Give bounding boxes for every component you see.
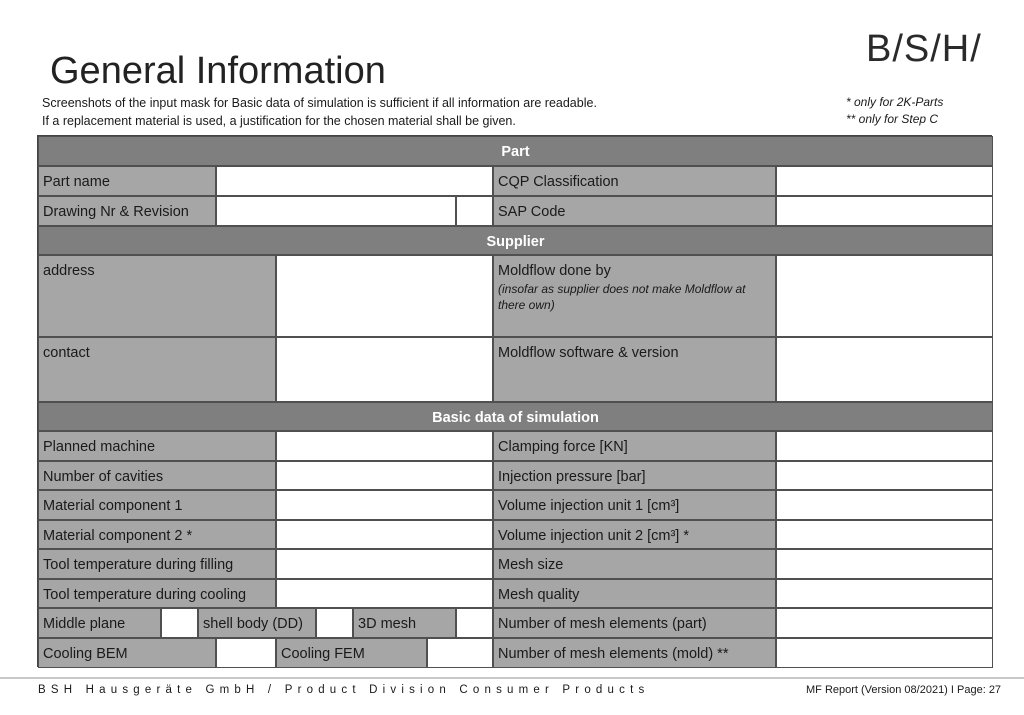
- label-volume-injection-unit-2: Volume injection unit 2 [cm³] *: [493, 520, 776, 549]
- input-part-name[interactable]: [216, 166, 493, 196]
- general-information-table: [37, 135, 992, 667]
- footer-divider: [0, 677, 1024, 679]
- label-3d-mesh: 3D mesh: [353, 608, 456, 638]
- footer-company: BSH Hausgeräte GmbH / Product Division Consumer Products: [38, 684, 650, 696]
- label-tool-temp-filling: Tool temperature during filling: [38, 549, 276, 579]
- checkbox-shell-body[interactable]: [316, 608, 353, 638]
- section-header-supplier: Supplier: [38, 226, 993, 255]
- label-moldflow-software: Moldflow software & version: [493, 337, 776, 402]
- label-clamping-force: Clamping force [KN]: [493, 431, 776, 461]
- input-moldflow-software[interactable]: [776, 337, 993, 402]
- checkbox-middle-plane[interactable]: [161, 608, 198, 638]
- label-planned-machine: Planned machine: [38, 431, 276, 461]
- checkbox-cooling-fem[interactable]: [427, 638, 493, 668]
- label-material-component-1: Material component 1: [38, 490, 276, 520]
- bsh-logo: B/S/H/: [866, 28, 982, 70]
- label-mesh-size: Mesh size: [493, 549, 776, 579]
- label-middle-plane: Middle plane: [38, 608, 161, 638]
- label-volume-injection-unit-1: Volume injection unit 1 [cm³]: [493, 490, 776, 520]
- input-sap-code[interactable]: [776, 196, 993, 226]
- input-planned-machine[interactable]: [276, 431, 493, 461]
- input-number-of-cavities[interactable]: [276, 461, 493, 490]
- input-address[interactable]: [276, 255, 493, 337]
- section-header-simulation: Basic data of simulation: [38, 402, 993, 431]
- moldflow-done-by-text: Moldflow done by: [498, 263, 611, 279]
- note-2k-parts: * only for 2K-Parts: [846, 95, 944, 109]
- input-drawing-nr[interactable]: [216, 196, 456, 226]
- moldflow-done-by-note: (insofar as supplier does not make Moldflow at there own): [498, 282, 746, 312]
- input-contact[interactable]: [276, 337, 493, 402]
- label-drawing-revision: Drawing Nr & Revision: [38, 196, 216, 226]
- input-material-component-1[interactable]: [276, 490, 493, 520]
- label-mesh-quality: Mesh quality: [493, 579, 776, 608]
- subtitle-line-2: If a replacement material is used, a justification for the chosen material shall be given.: [42, 114, 516, 128]
- checkbox-cooling-bem[interactable]: [216, 638, 276, 668]
- label-mesh-elements-mold: Number of mesh elements (mold) **: [493, 638, 776, 668]
- footer-page-info: MF Report (Version 08/2021) I Page: 27: [806, 684, 1002, 696]
- input-tool-temp-filling[interactable]: [276, 549, 493, 579]
- note-step-c: ** only for Step C: [846, 112, 939, 126]
- input-clamping-force[interactable]: [776, 431, 993, 461]
- label-cqp-classification: CQP Classification: [493, 166, 776, 196]
- input-moldflow-done-by[interactable]: [776, 255, 993, 337]
- label-sap-code: SAP Code: [493, 196, 776, 226]
- label-part-name: Part name: [38, 166, 216, 196]
- input-volume-injection-unit-2[interactable]: [776, 520, 993, 549]
- label-injection-pressure: Injection pressure [bar]: [493, 461, 776, 490]
- label-tool-temp-cooling: Tool temperature during cooling: [38, 579, 276, 608]
- section-header-part: Part: [38, 136, 993, 166]
- input-revision[interactable]: [456, 196, 493, 226]
- input-mesh-elements-mold[interactable]: [776, 638, 993, 668]
- input-volume-injection-unit-1[interactable]: [776, 490, 993, 520]
- input-mesh-elements-part[interactable]: [776, 608, 993, 638]
- checkbox-3d-mesh[interactable]: [456, 608, 493, 638]
- input-injection-pressure[interactable]: [776, 461, 993, 490]
- label-cooling-fem: Cooling FEM: [276, 638, 427, 668]
- subtitle-line-1: Screenshots of the input mask for Basic data of simulation is sufficient if all information are readable.: [42, 96, 597, 110]
- label-material-component-2: Material component 2 *: [38, 520, 276, 549]
- label-cooling-bem: Cooling BEM: [38, 638, 216, 668]
- input-material-component-2[interactable]: [276, 520, 493, 549]
- input-mesh-size[interactable]: [776, 549, 993, 579]
- label-mesh-elements-part: Number of mesh elements (part): [493, 608, 776, 638]
- page-title: General Information: [50, 50, 386, 92]
- input-mesh-quality[interactable]: [776, 579, 993, 608]
- label-number-of-cavities: Number of cavities: [38, 461, 276, 490]
- label-moldflow-done-by: [493, 255, 776, 337]
- input-cqp-classification[interactable]: [776, 166, 993, 196]
- label-contact: contact: [38, 337, 276, 402]
- input-tool-temp-cooling[interactable]: [276, 579, 493, 608]
- label-shell-body: shell body (DD): [198, 608, 316, 638]
- label-address: address: [38, 255, 276, 337]
